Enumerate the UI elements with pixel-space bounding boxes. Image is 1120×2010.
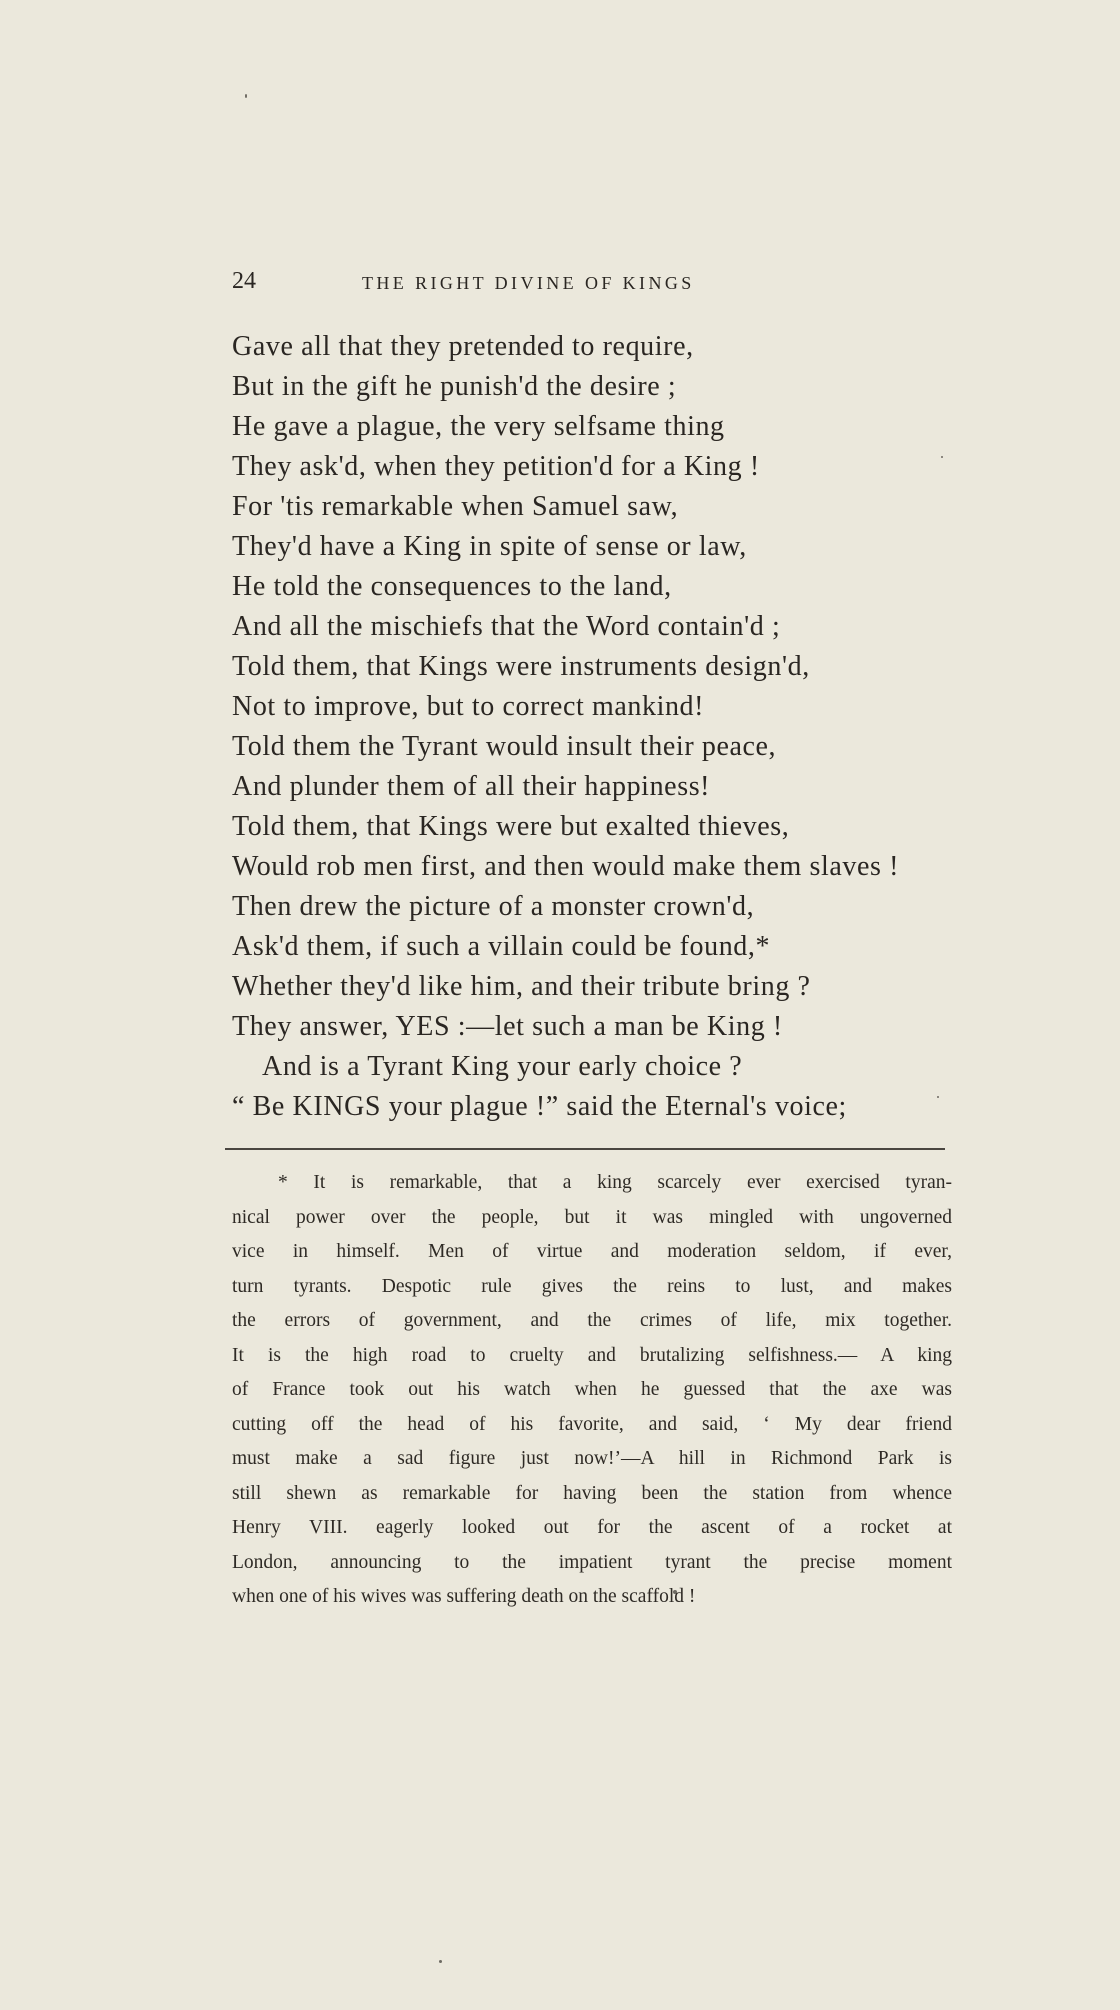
verse-line: They answer, YES :—let such a man be King !	[232, 1011, 783, 1042]
footnote-line: nical power over the people, but it was mingled with ungoverned	[232, 1206, 952, 1228]
footnote-line: when one of his wives was suffering death on the scaffold !	[232, 1586, 696, 1607]
verse-line: He gave a plague, the very selfsame thing	[232, 411, 725, 442]
verse-line: And all the mischiefs that the Word contain'd ;	[232, 611, 781, 642]
verse-line: They ask'd, when they petition'd for a King !	[232, 451, 760, 482]
verse-line: Told them, that Kings were instruments design'd,	[232, 651, 810, 682]
verse-line: Told them the Tyrant would insult their peace,	[232, 731, 777, 762]
footnote-line: still shewn as remarkable for having been the station from whence	[232, 1482, 952, 1504]
page-number: 24	[232, 268, 256, 294]
verse-line: They'd have a King in spite of sense or law,	[232, 531, 747, 562]
verse-line: He told the consequences to the land,	[232, 571, 672, 602]
verse-line: Whether they'd like him, and their tribute bring ?	[232, 971, 811, 1002]
verse-line: Then drew the picture of a monster crown'd,	[232, 891, 755, 922]
footnote	[232, 1166, 952, 1615]
paper-speck	[245, 94, 247, 98]
footnote-line: London, announcing to the impatient tyrant the precise moment	[232, 1551, 952, 1573]
footnote-line: Henry VIII. eagerly looked out for the ascent of a rocket at	[232, 1517, 952, 1538]
verse-line: Not to improve, but to correct mankind!	[232, 691, 705, 722]
footnote-line: the errors of government, and the crimes of life, mix together.	[232, 1310, 952, 1331]
verse-line: Would rob men first, and then would make them slaves !	[232, 851, 900, 882]
verse-line: Ask'd them, if such a villain could be found,*	[232, 931, 771, 962]
footnote-divider	[225, 1148, 945, 1150]
verse-line: But in the gift he punish'd the desire ;	[232, 371, 677, 402]
footnote-line: It is the high road to cruelty and brutalizing selfishness.— A king	[232, 1344, 952, 1366]
verse-line: Told them, that Kings were but exalted thieves,	[232, 811, 790, 842]
verse-line: And is a Tyrant King your early choice ?	[262, 1051, 743, 1082]
verse-line: For 'tis remarkable when Samuel saw,	[232, 491, 679, 522]
footnote-line: of France took out his watch when he guessed that the axe was	[232, 1379, 952, 1400]
poem-body	[232, 327, 992, 1127]
footnote-line: turn tyrants. Despotic rule gives the reins to lust, and makes	[232, 1275, 952, 1297]
verse-line: And plunder them of all their happiness!	[232, 771, 711, 802]
footnote-line: vice in himself. Men of virtue and moderation seldom, if ever,	[232, 1241, 952, 1262]
footnote-line: cutting off the head of his favorite, and said, ‘ My dear friend	[232, 1413, 952, 1435]
footnote-line: * It is remarkable, that a king scarcely ever exercised tyran-	[278, 1172, 952, 1193]
paper-speck	[439, 1960, 442, 1963]
verse-line: “ Be KINGS your plague !” said the Eternal's voice;	[232, 1091, 847, 1122]
running-title: THE RIGHT DIVINE OF KINGS	[362, 273, 695, 293]
verse-line: Gave all that they pretended to require,	[232, 331, 694, 362]
page-header	[232, 268, 952, 308]
footnote-line: must make a sad figure just now!’—A hill in Richmond Park is	[232, 1448, 952, 1469]
